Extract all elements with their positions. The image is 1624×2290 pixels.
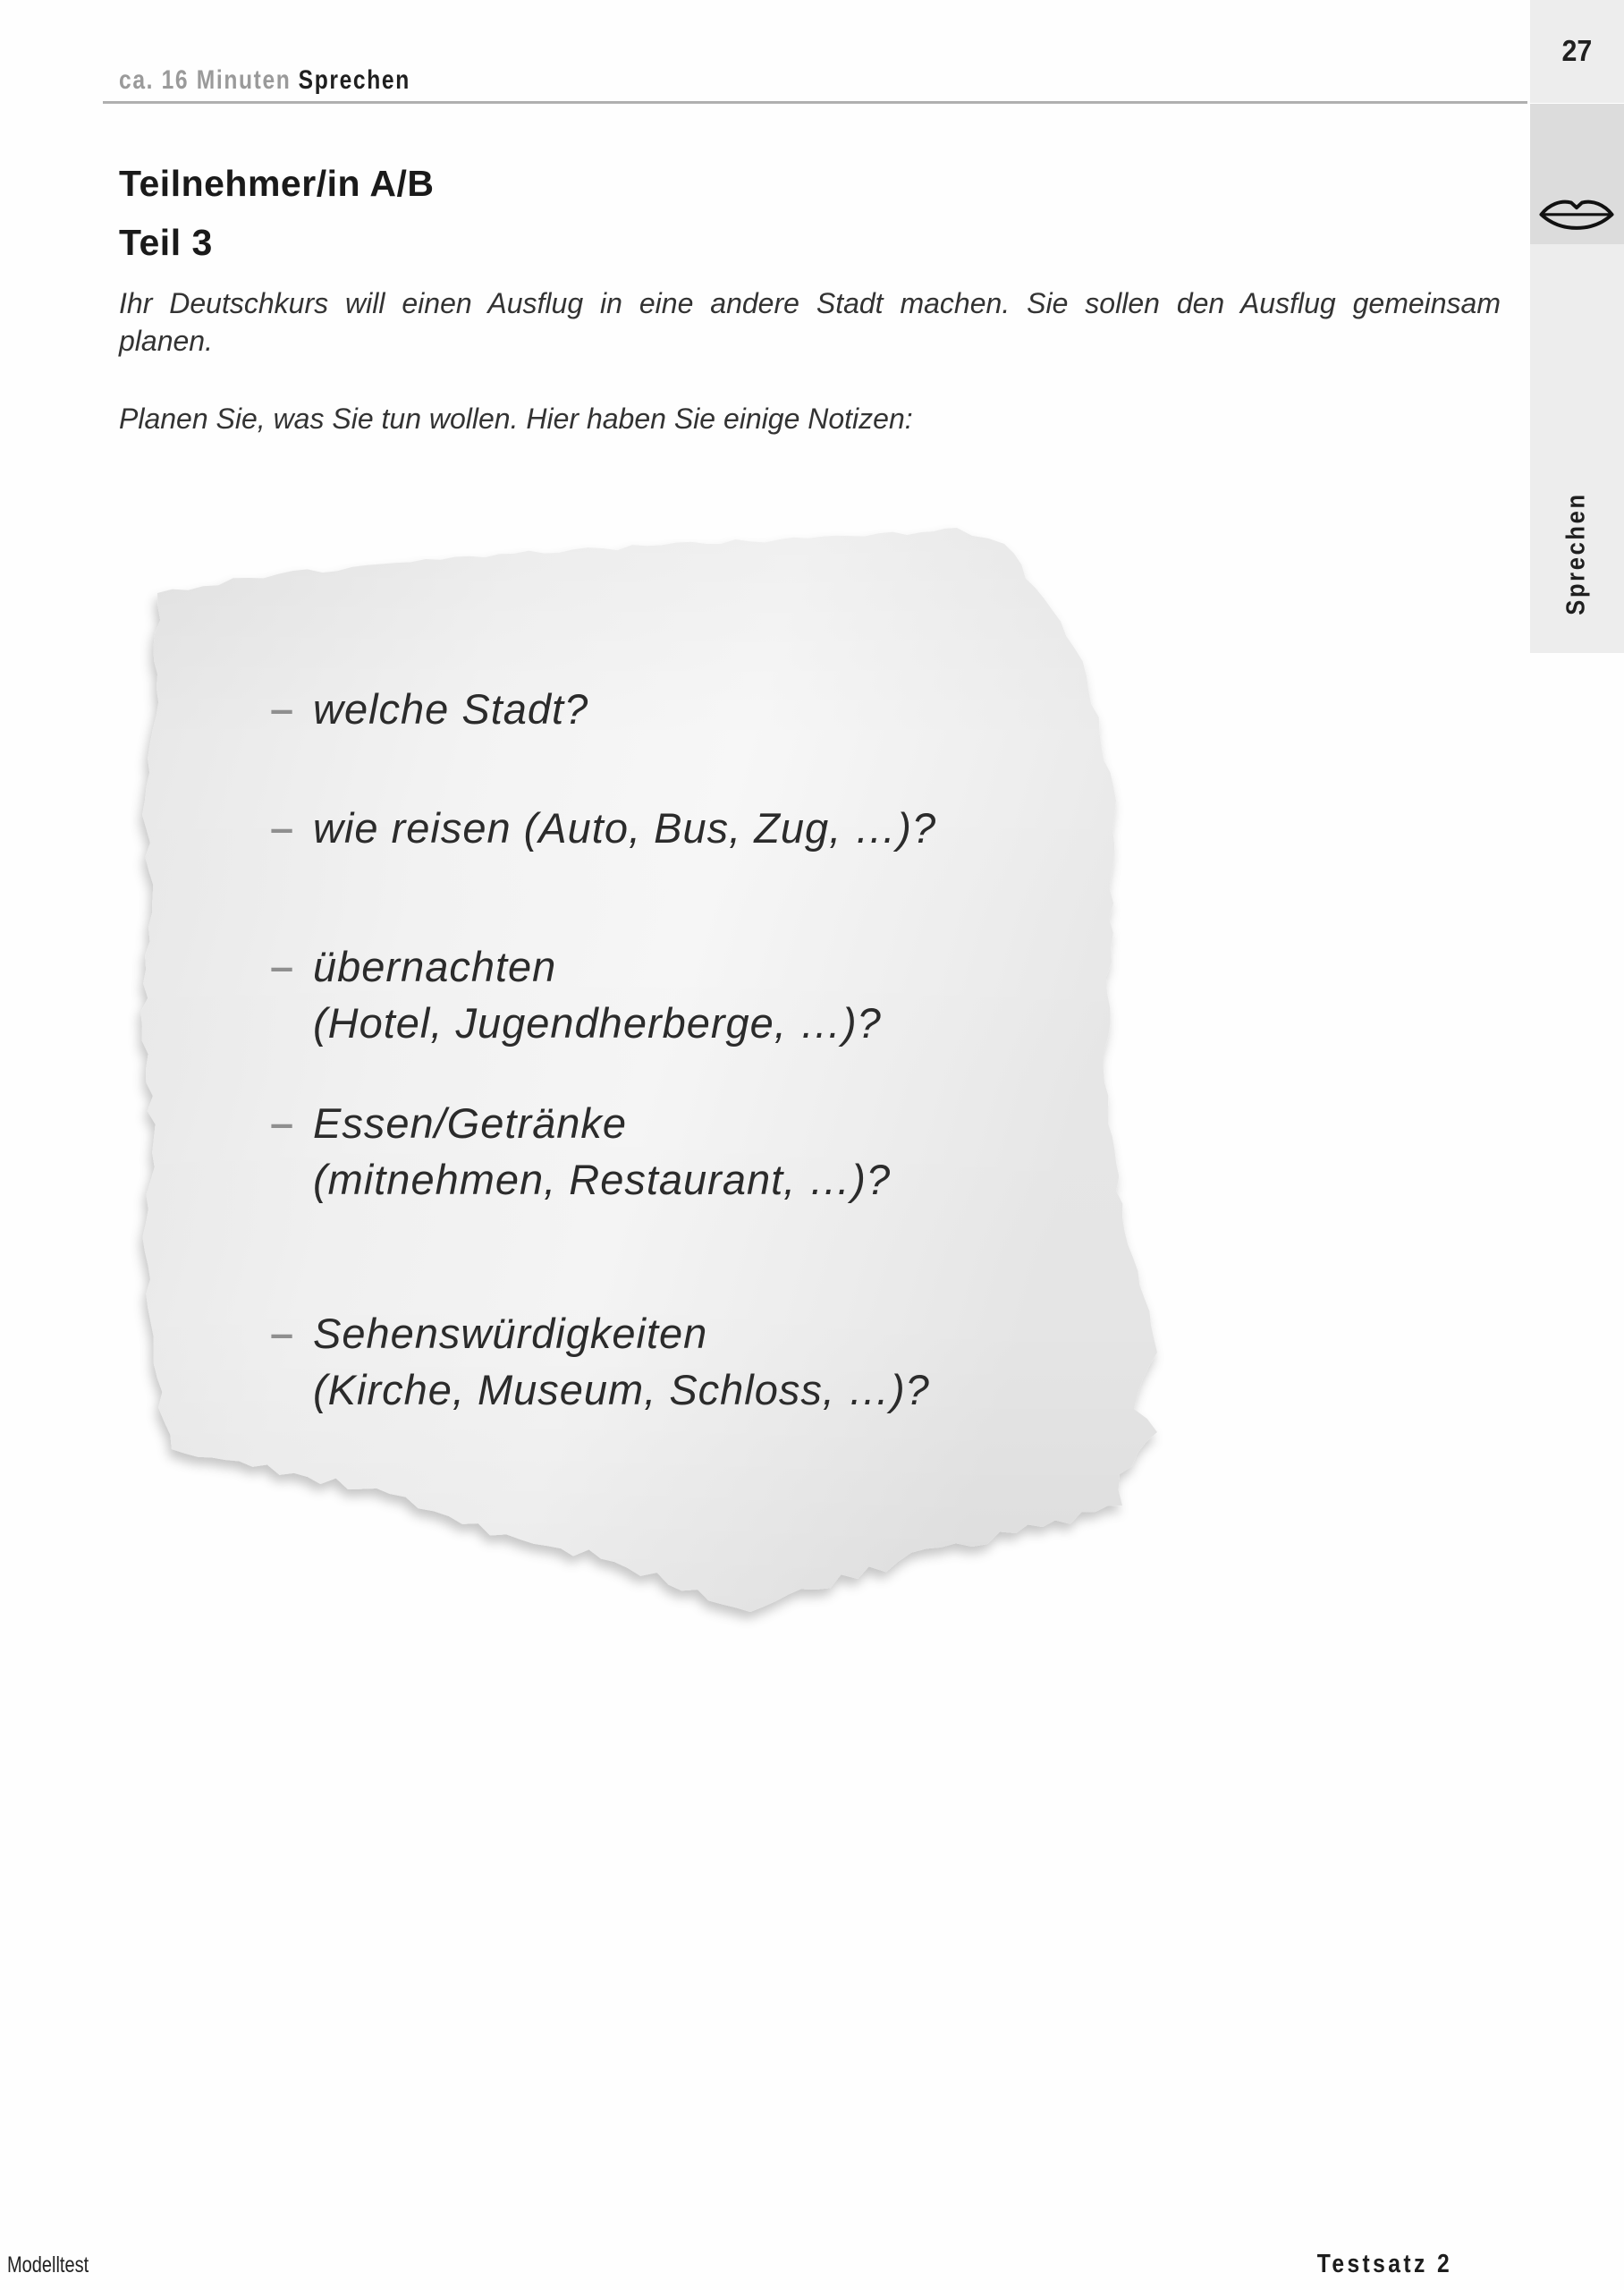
note-line: (Hotel, Jugendherberge, …)? [313, 999, 882, 1047]
heading-participants: Teilnehmer/in A/B [119, 163, 435, 204]
page-number-badge [1530, 0, 1624, 103]
note-line: Essen/Getränke [313, 1099, 628, 1147]
dash-icon: – [270, 687, 295, 731]
note-text [313, 1095, 891, 1208]
note-line: welche Stadt? [313, 685, 589, 733]
note-item [270, 681, 588, 737]
running-head-duration: ca. 16 Minuten [119, 65, 292, 95]
torn-paper [72, 501, 1198, 1673]
note-line: (Kirche, Museum, Schloss, …)? [313, 1366, 930, 1413]
heading-part: Teil 3 [119, 222, 213, 263]
footer-right: Testsatz 2 [1316, 2250, 1452, 2278]
note-line: Sehenswürdigkeiten [313, 1310, 708, 1357]
note-line: übernachten [313, 943, 557, 990]
note-item [270, 1095, 891, 1208]
dash-icon: – [270, 1311, 295, 1355]
task-line: Planen Sie, was Sie tun wollen. Hier haben Sie einige Notizen: [119, 403, 913, 435]
note-text [313, 938, 882, 1051]
dash-icon: – [270, 945, 295, 988]
note-line: (mitnehmen, Restaurant, …)? [313, 1156, 892, 1203]
lips-icon [1538, 194, 1615, 233]
intro-line-1: Ihr Deutschkurs will einen Ausflug in eine andere Stadt machen. Sie sollen den Ausflug gemeinsam [119, 287, 1501, 319]
intro-line-2: planen. [119, 325, 213, 357]
running-head [119, 67, 410, 94]
footer-left: Modelltest [7, 2252, 89, 2277]
speaking-icon-panel [1530, 104, 1624, 244]
note-text [313, 1305, 930, 1418]
note-item [270, 800, 936, 856]
header-rule [103, 101, 1527, 104]
running-head-section: Sprechen [298, 65, 410, 95]
intro-paragraph [119, 284, 1501, 360]
section-tab-label: Sprechen [1561, 492, 1591, 615]
note-item [270, 938, 882, 1051]
page-number: 27 [1561, 34, 1593, 67]
note-item [270, 1305, 930, 1418]
dash-icon: – [270, 1101, 295, 1145]
note-text [313, 681, 588, 737]
dash-icon: – [270, 806, 295, 850]
note-text [313, 800, 936, 856]
note-line: wie reisen (Auto, Bus, Zug, …)? [313, 804, 937, 852]
